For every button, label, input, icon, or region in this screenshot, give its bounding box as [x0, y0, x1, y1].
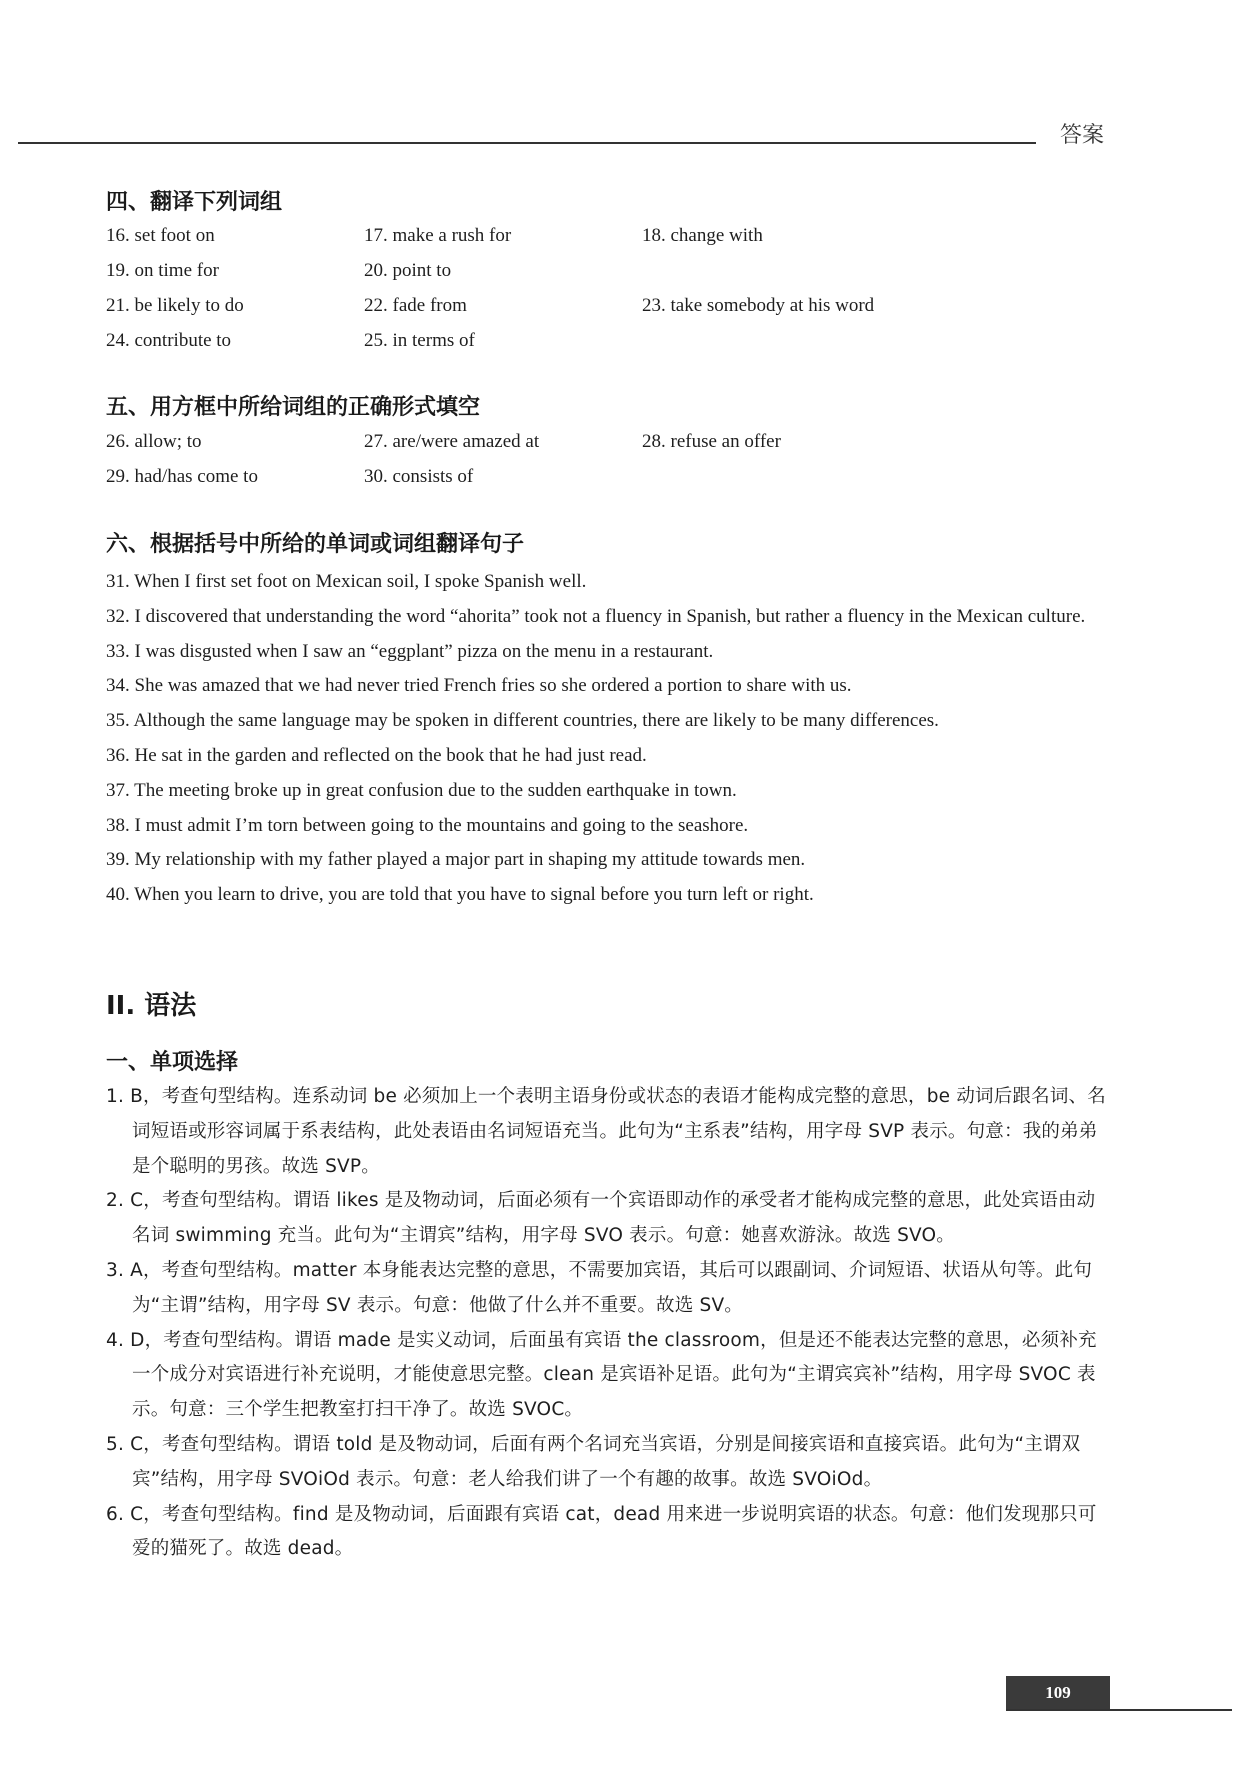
phrase-item: 16. set foot on — [106, 225, 215, 246]
sentence-item: 34. She was amazed that we had never tried French fries so she ordered a portion to share with us. — [106, 675, 852, 697]
phrase-item: 23. take somebody at his word — [642, 295, 875, 316]
header-rule — [18, 142, 1036, 144]
sentence-item: 32. I discovered that understanding the word “ahorita” took not a fluency in Spanish, but rather a fluency in the Mexican culture. — [106, 605, 1086, 627]
sentence-item: 36. He sat in the garden and reflected on the book that he had just read. — [106, 744, 647, 766]
phrase-item: 22. fade from — [364, 295, 467, 316]
section-heading-5: 五、用方框中所给词组的正确形式填空 — [106, 395, 481, 420]
choice-item: 4. D，考查句型结构。谓语 made 是实义动词，后面虽有宾语 the classroom，但是还不能表达完整的意思，必须补充一个成分对宾语进行补充说明，才能使意思完整。clean 是宾语补足语。此句为“主谓宾宾补”结构，用字母 SVOC 表示。句意：三个学生把教室打扫干净了。故选 SVOC。 — [106, 1329, 1097, 1421]
footer-rule — [1006, 1709, 1232, 1711]
choice-item: 2. C，考查句型结构。谓语 likes 是及物动词，后面必须有一个宾语即动作的承受者才能构成完整的意思，此处宾语由动名词 swimming 充当。此句为“主谓宾”结构，用字母 SVO 表示。句意：她喜欢游泳。故选 SVO。 — [106, 1190, 1096, 1247]
phrase-item: 29. had/has come to — [106, 466, 258, 487]
page-number: 109 — [1006, 1676, 1110, 1710]
section-heading-4: 四、翻译下列词组 — [106, 190, 283, 215]
sentence-item: 31. When I first set foot on Mexican soil, I spoke Spanish well. — [106, 571, 587, 592]
phrase-item: 24. contribute to — [106, 330, 232, 351]
section-heading-6: 六、根据括号中所给的单词或词组翻译句子 — [106, 532, 525, 557]
phrase-item: 25. in terms of — [364, 330, 475, 351]
phrase-item: 27. are/were amazed at — [364, 431, 540, 452]
choice-item: 1. B，考查句型结构。连系动词 be 必须加上一个表明主语身份或状态的表语才能构成完整的意思，be 动词后跟名词、名词短语或形容词属于系表结构，此处表语由名词短语充当。此句为“主系表”结构，用字母 SVP 表示。句意：我的弟弟是个聪明的男孩。故选 SVP。 — [106, 1086, 1106, 1177]
header-label: 答案 — [1059, 123, 1104, 148]
phrase-item: 17. make a rush for — [364, 225, 512, 246]
sentence-item: 35. Although the same language may be spoken in different countries, there are likely to be many differences. — [106, 710, 939, 732]
phrase-item: 20. point to — [364, 260, 452, 281]
sentence-item: 40. When you learn to drive, you are told that you have to signal before you turn left or right. — [106, 884, 814, 906]
choice-item: 3. A，考查句型结构。matter 本身能表达完整的意思，不需要加宾语，其后可以跟副词、介词短语、状语从句等。此句为“主谓”结构，用字母 SV 表示。句意：他做了什么并不重要。故选 SV。 — [106, 1259, 1093, 1316]
choice-item: 5. C，考查句型结构。谓语 told 是及物动词，后面有两个名词充当宾语，分别是间接宾语和直接宾语。此句为“主谓双宾”结构，用字母 SVOiOd 表示。句意：老人给我们讲了一个有趣的故事。故选 SVOiOd。 — [106, 1433, 1081, 1490]
phrase-item: 18. change with — [642, 225, 763, 246]
sentence-item: 39. My relationship with my father played a major part in shaping my attitude towards men. — [106, 849, 806, 871]
phrase-item: 21. be likely to do — [106, 295, 244, 316]
sentence-item: 33. I was disgusted when I saw an “eggplant” pizza on the menu in a restaurant. — [106, 640, 714, 662]
choice-item: 6. C，考查句型结构。find 是及物动词，后面跟有宾语 cat，dead 用来进一步说明宾语的状态。句意：他们发现那只可爱的猫死了。故选 dead。 — [106, 1503, 1097, 1560]
phrase-item: 30. consists of — [364, 466, 474, 487]
sentence-item: 37. The meeting broke up in great confusion due to the sudden earthquake in town. — [106, 779, 737, 801]
phrase-item: 28. refuse an offer — [642, 431, 781, 452]
phrase-item: 26. allow; to — [106, 431, 202, 452]
part-title-grammar: II. 语法 — [106, 991, 197, 1021]
phrase-item: 19. on time for — [106, 260, 219, 281]
section-heading-single-choice: 一、单项选择 — [106, 1050, 239, 1075]
sentence-item: 38. I must admit I’m torn between going to the mountains and going to the seashore. — [106, 814, 749, 836]
choice-explanations — [106, 1080, 1106, 1567]
translation-sentences — [106, 565, 1116, 913]
